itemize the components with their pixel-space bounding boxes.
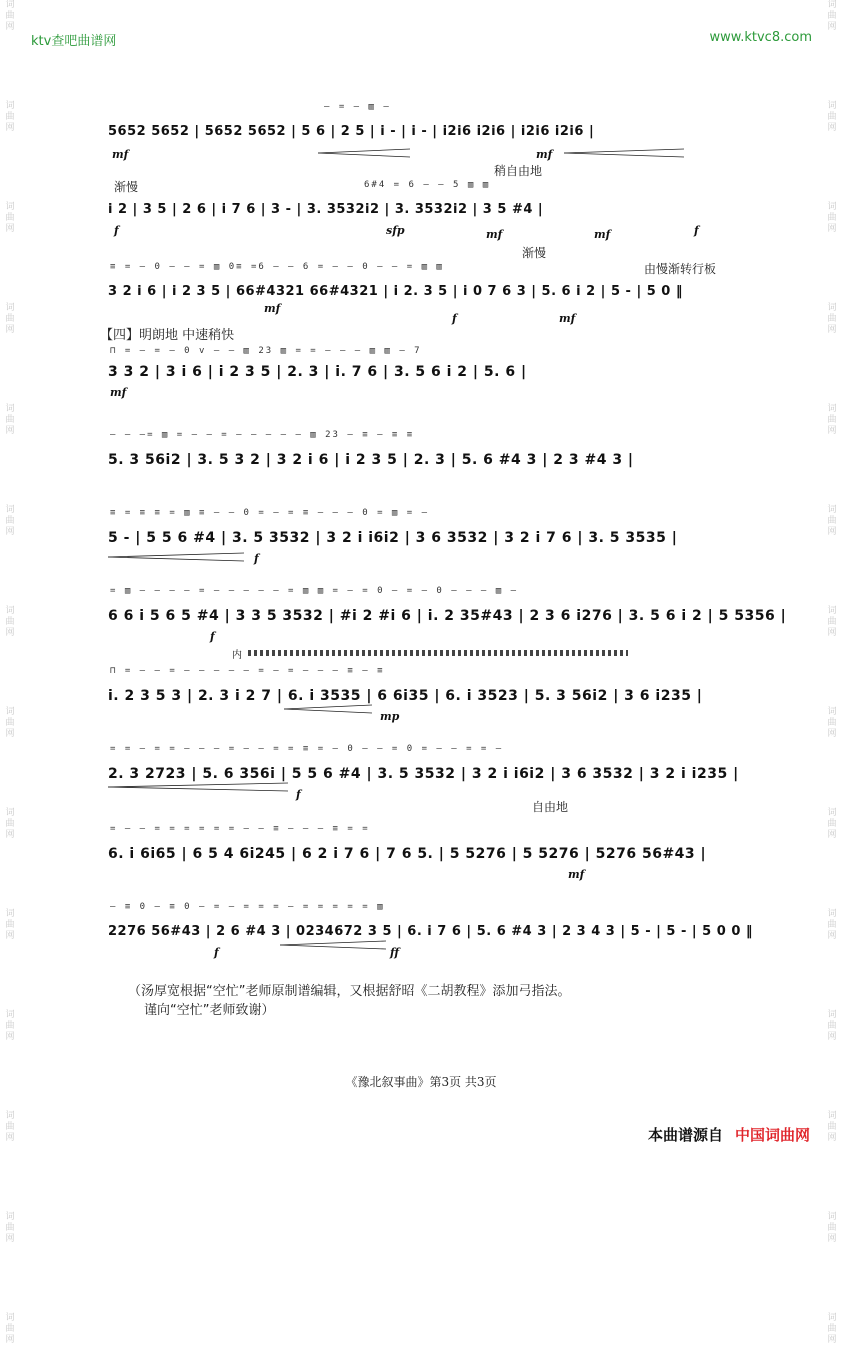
row-notes: 3 2 i 6 | i 2 3 5 | 66#4321 66#4321 | i 2. 3 5 | i 0 7 6 3 | 5. 6 i 2 | 5 - | 5 0 ‖	[108, 284, 683, 299]
left-watermark-strip	[2, 0, 18, 1345]
watermark-text: 词 曲 网	[5, 0, 15, 32]
score-row-5	[104, 424, 744, 480]
score-row-4	[100, 328, 744, 399]
watermark-text: 词 曲 网	[827, 1111, 837, 1143]
watermark-text: 词 曲 网	[5, 202, 15, 234]
watermark-text: 词 曲 网	[5, 707, 15, 739]
watermark-text: 词 曲 网	[827, 505, 837, 537]
row-marks: ≡ = – 0 – – = ▥ 0≡ =6 – – 6 = – – 0 – – = ▥ ▥	[110, 262, 444, 272]
watermark-text: 词 曲 网	[5, 505, 15, 537]
dynamic-mark: f	[694, 224, 699, 237]
row-marks: – ≡ 0 – ≡ 0 – = – = = = – = = = = = ▥	[110, 902, 385, 912]
row-notes: 6 6 i 5 6 5 #4 | 3 3 5 3532 | #i 2 #i 6 | i. 2 35#43 | 2 3 6 i276 | 3. 5 6 i 2 | 5 5356 |	[108, 608, 787, 624]
watermark-text: 词 曲 网	[827, 606, 837, 638]
tempo-label: 由慢渐转行板	[644, 262, 717, 276]
source-attribution	[648, 1124, 810, 1145]
dynamic-mark: mf	[594, 228, 611, 241]
dynamic-mark: mp	[380, 710, 400, 723]
dynamic-mark: ff	[390, 946, 400, 959]
watermark-text: 词 曲 网	[827, 1212, 837, 1244]
score-row-7	[104, 580, 787, 643]
score-row-9	[104, 738, 744, 801]
watermark-text: 词 曲 网	[5, 1111, 15, 1143]
watermark-text: 词 曲 网	[5, 303, 15, 335]
credit-line-1: （汤厚宽根据“空忙”老师原制谱编辑，又根据舒昭《二胡教程》添加弓指法。	[128, 984, 571, 999]
row-marks: = = – = = – – – = – – = = ≡ = – 0 – – = 0 = – – = = –	[110, 744, 504, 754]
row-marks: ⊓ = – – = – – – – – = – = – – – ≡ – ≡	[110, 666, 385, 676]
site-link-right[interactable]: www.ktvc8.com	[709, 30, 812, 45]
dynamic-mark: mf	[486, 228, 503, 241]
watermark-text: 词 曲 网	[5, 1212, 15, 1244]
credit-note	[128, 982, 728, 1020]
row-notes: 2. 3 2723 | 5. 6 356i | 5 5 6 #4 | 3. 5 3532 | 3 2 i i6i2 | 3 6 3532 | 3 2 i i235 |	[108, 766, 739, 782]
row-marks: = – – = = = = = = – – ≡ – – – ≡ = =	[110, 824, 370, 834]
tempo-label: 渐慢	[522, 246, 547, 260]
dynamic-mark: sfp	[386, 224, 405, 237]
row-notes: 3 3 2 | 3 i 6 | i 2 3 5 | 2. 3 | i. 7 6 | 3. 5 6 i 2 | 5. 6 |	[108, 364, 527, 380]
watermark-text: 词 曲 网	[5, 101, 15, 133]
dynamic-mark: mf	[112, 148, 129, 161]
tempo-label: 渐慢	[114, 180, 139, 194]
score-row-1	[104, 96, 744, 161]
dynamic-mark: f	[210, 630, 215, 643]
site-link-left[interactable]: ktv查吧曲谱网	[31, 34, 117, 49]
score-row-10	[104, 800, 744, 881]
score-row-6	[104, 502, 744, 565]
source-prefix: 本曲谱源自	[647, 1126, 723, 1144]
crescendo-hairpin	[108, 782, 288, 792]
source-brand-link[interactable]: 中国词曲网	[734, 1126, 810, 1144]
watermark-text: 词 曲 网	[827, 808, 837, 840]
score-row-11	[104, 896, 753, 959]
score-row-2	[104, 164, 744, 241]
decrescendo-hairpin	[318, 148, 410, 158]
watermark-text: 词 曲 网	[5, 404, 15, 436]
dynamic-mark: f	[296, 788, 301, 801]
row-marks: ⊓ = – = – 0 v – – ▥ 23 ▥ = = – – – ▥ ▥ – 7	[110, 346, 422, 356]
dynamic-mark: f	[254, 552, 259, 565]
tempo-label: 自由地	[532, 800, 569, 814]
trill-line	[248, 650, 628, 656]
crescendo-hairpin	[280, 940, 386, 950]
dynamic-mark: f	[114, 224, 119, 237]
dynamic-mark: f	[214, 946, 219, 959]
watermark-text: 词 曲 网	[5, 909, 15, 941]
watermark-text: 词 曲 网	[827, 404, 837, 436]
right-watermark-strip	[824, 0, 840, 1345]
watermark-text: 词 曲 网	[5, 1313, 15, 1345]
watermark-text: 词 曲 网	[5, 606, 15, 638]
row-marks: 6#4 = 6 – – 5 ▥ ▥	[364, 180, 491, 190]
dynamic-mark: f	[452, 312, 457, 325]
watermark-text: 词 曲 网	[827, 303, 837, 335]
jianpu-score	[100, 96, 787, 959]
technique-label: 内	[232, 650, 242, 661]
score-row-8	[104, 650, 744, 723]
row-notes: 5 - | 5 5 6 #4 | 3. 5 3532 | 3 2 i i6i2 | 3 6 3532 | 3 2 i 7 6 | 3. 5 3535 |	[108, 530, 678, 546]
dynamic-mark: mf	[536, 148, 553, 161]
row-notes: i. 2 3 5 3 | 2. 3 i 2 7 | 6. i 3535 | 6 6i35 | 6. i 3523 | 5. 3 56i2 | 3 6 i235 |	[108, 688, 703, 704]
watermark-text: 词 曲 网	[827, 707, 837, 739]
row-notes: i 2 | 3 5 | 2 6 | i 7 6 | 3 - | 3. 3532i2 | 3. 3532i2 | 3 5 #4 |	[108, 202, 544, 217]
watermark-text: 词 曲 网	[5, 1010, 15, 1042]
watermark-text: 词 曲 网	[827, 1010, 837, 1042]
dynamic-mark: mf	[110, 386, 127, 399]
watermark-text: 词 曲 网	[827, 1313, 837, 1345]
credit-line-2: 谨向“空忙”老师致谢）	[144, 1003, 275, 1018]
page-footer: 《豫北叙事曲》第3页 共3页	[345, 1075, 497, 1089]
row-notes: 5. 3 56i2 | 3. 5 3 2 | 3 2 i 6 | i 2 3 5 | 2. 3 | 5. 6 #4 3 | 2 3 #4 3 |	[108, 452, 634, 468]
tempo-label: 稍自由地	[494, 164, 543, 178]
dynamic-mark: mf	[264, 302, 281, 315]
dynamic-mark: mf	[568, 868, 585, 881]
row-marks: – = – ▥ –	[324, 102, 391, 112]
row-marks: ≡ = ≡ ≡ = ▥ ≡ – – 0 = – = ≡ – – – 0 = ▥ = –	[110, 508, 429, 518]
row-notes: 5652 5652 | 5652 5652 | 5 6 | 2 5 | i - | i - | i2i6 i2i6 | i2i6 i2i6 |	[108, 124, 595, 139]
watermark-text: 词 曲 网	[827, 909, 837, 941]
watermark-text: 词 曲 网	[827, 0, 837, 32]
watermark-text: 词 曲 网	[5, 808, 15, 840]
row-marks: = ▥ – – – – = – – – – – = ▥ ▥ = – = 0 – = – 0 – – – ▥ –	[110, 586, 519, 596]
row-marks: – – –= ▥ = – – = – – – – – ▥ 23 – ≡ – ≡ ≡	[110, 430, 415, 440]
watermark-text: 词 曲 网	[827, 202, 837, 234]
crescendo-hairpin	[284, 704, 372, 714]
dynamic-mark: mf	[559, 312, 576, 325]
crescendo-hairpin	[564, 148, 684, 158]
watermark-text: 词 曲 网	[827, 101, 837, 133]
score-row-3	[104, 246, 744, 325]
row-notes: 6. i 6i65 | 6 5 4 6i245 | 6 2 i 7 6 | 7 6 5. | 5 5276 | 5 5276 | 5276 56#43 |	[108, 846, 707, 862]
crescendo-hairpin	[108, 552, 244, 562]
row-notes: 2276 56#43 | 2 6 #4 3 | 0234672 3 5 | 6. i 7 6 | 5. 6 #4 3 | 2 3 4 3 | 5 - | 5 - | 5 0 0 ‖	[108, 924, 753, 939]
section-heading: 【四】明朗地 中速稍快	[100, 328, 235, 343]
